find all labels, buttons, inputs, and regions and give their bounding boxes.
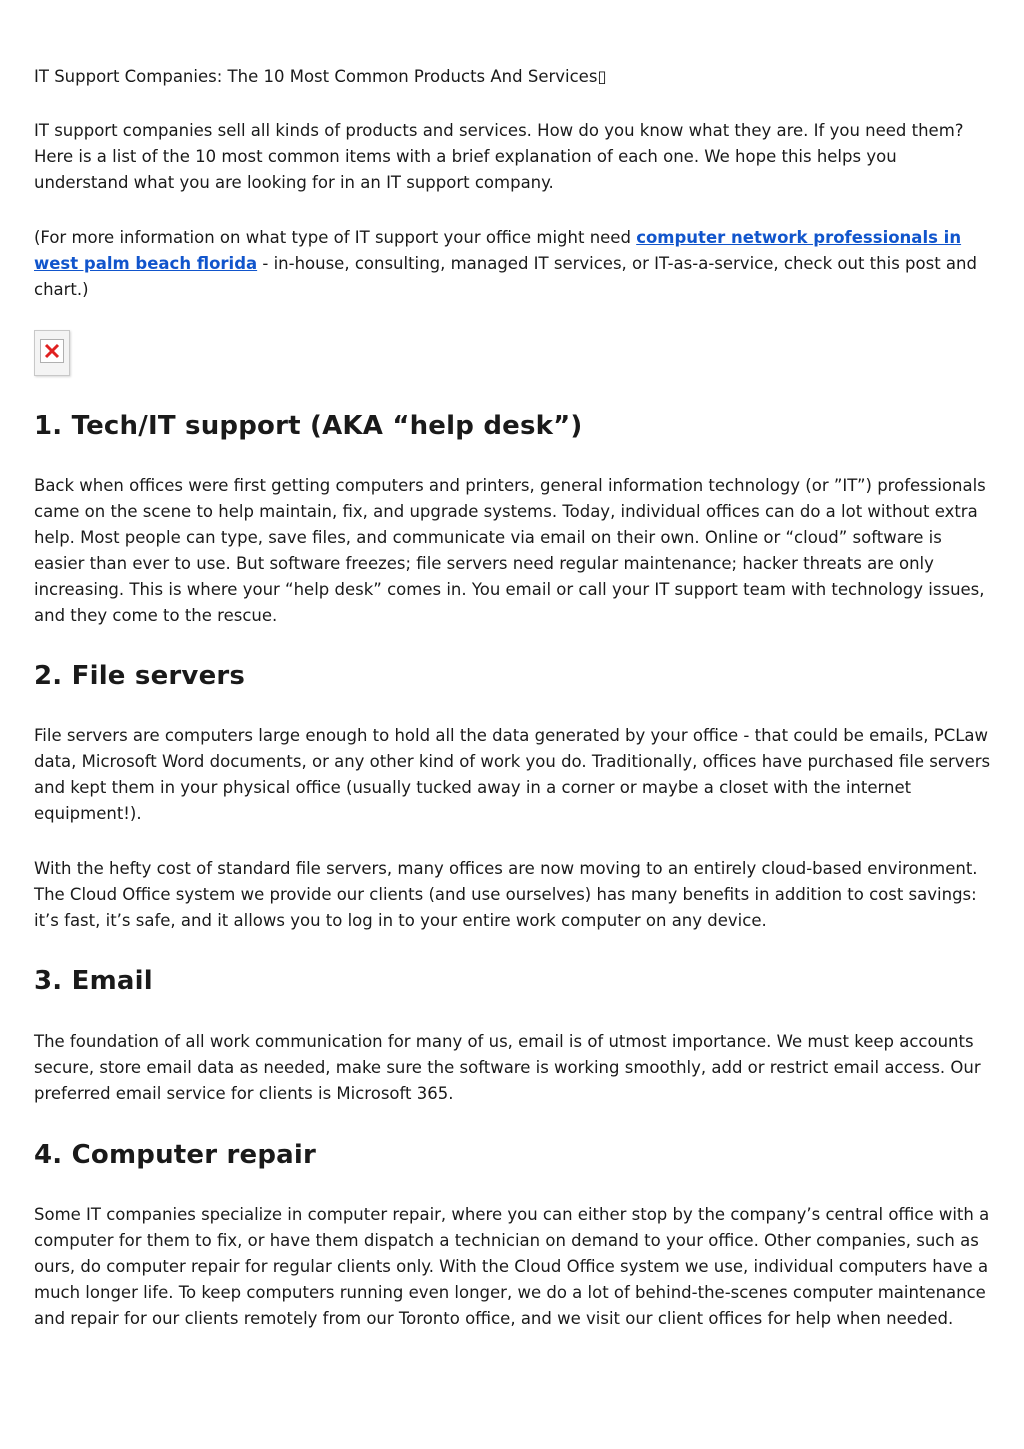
missing-glyph-icon: ▯ <box>597 67 607 86</box>
document-title-text: IT Support Companies: The 10 Most Common Products And Services <box>34 67 598 86</box>
intro-paragraph: IT support companies sell all kinds of products and services. How do you know what they are. If you need them? Here is a list of the 10 most common items with a brief explanation of each one. We hope this helps you understand what you are looking for in an IT support company. <box>34 121 964 192</box>
red-x-icon <box>40 339 64 363</box>
section-3-paragraph-1: The foundation of all work communication for many of us, email is of utmost importance. We must keep accounts secure, store email data as needed, make sure the software is working smoothly, add or restrict email access. Our preferred email service for clients is Microsoft 365. <box>34 1032 981 1103</box>
section-3-heading: 3. Email <box>34 966 153 996</box>
section-1-paragraph-1: Back when offices were first getting computers and printers, general information technology (or ”IT”) professionals came on the scene to help maintain, fix, and upgrade systems. Today, individual offices can do a lot without extra help. Most people can type, save files, and communicate via email on their own. Online or “cloud” software is easier than ever to use. But software freezes; file servers need regular maintenance; hacker threats are only increasing. This is where your “help desk” comes in. You email or call your IT support team with technology issues, and they come to the rescue. <box>34 476 986 625</box>
section-2-heading: 2. File servers <box>34 661 246 691</box>
section-4-heading: 4. Computer repair <box>34 1140 317 1170</box>
section-2-paragraph-2: With the hefty cost of standard file servers, many offices are now moving to an entirely cloud-based environment. The Cloud Office system we provide our clients (and use ourselves) has many benefits in addition to cost savings: it’s fast, it’s safe, and it allows you to log in to your entire work computer on any device. <box>34 859 978 930</box>
broken-image-icon <box>34 330 70 376</box>
more-info-after: - in-house, consulting, managed IT services, or IT-as-a-service, check out this post and chart.) <box>34 254 977 299</box>
network-professionals-link[interactable]: computer network professionals in west palm beach florida <box>34 228 962 273</box>
more-info-before: (For more information on what type of IT support your office might need <box>34 228 637 247</box>
document-title <box>34 64 607 90</box>
more-info-paragraph <box>34 225 994 303</box>
section-4-paragraph-1: Some IT companies specialize in computer repair, where you can either stop by the company’s central office with a computer for them to fix, or have them dispatch a technician on demand to your office. Other companies, such as ours, do computer repair for regular clients only. With the Cloud Office system we use, individual computers have a much longer life. To keep computers running even longer, we do a lot of behind-the-scenes computer maintenance and repair for our clients remotely from our Toronto office, and we visit our client offices for help when needed. <box>34 1205 990 1328</box>
section-2-paragraph-1: File servers are computers large enough to hold all the data generated by your office - that could be emails, PCLaw data, Microsoft Word documents, or any other kind of work you do. Traditionally, offices have purchased file servers and kept them in your physical office (usually tucked away in a corner or maybe a closet with the internet equipment!). <box>34 726 991 823</box>
section-1-heading: 1. Tech/IT support (AKA “help desk”) <box>34 411 583 441</box>
